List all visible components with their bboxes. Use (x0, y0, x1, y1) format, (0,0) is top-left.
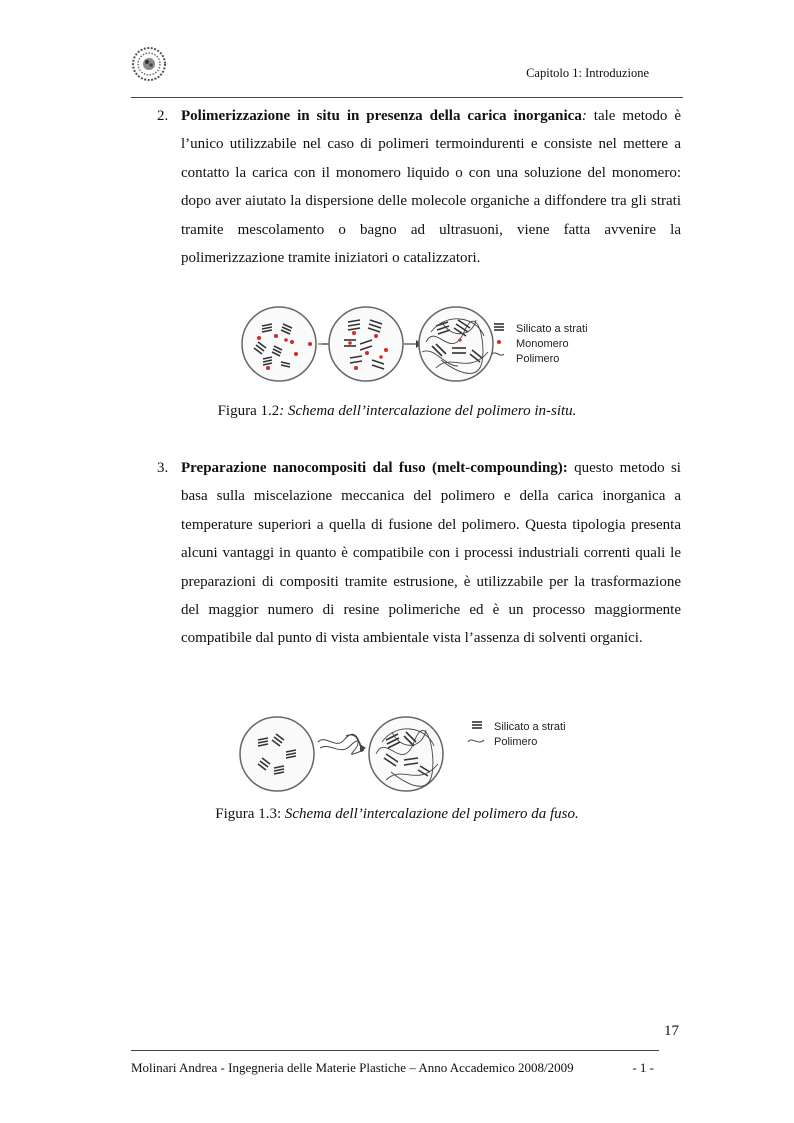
figure-1-3-caption (0, 806, 794, 823)
list-item-2 (157, 102, 681, 272)
running-head: Capitolo 1: Introduzione (526, 66, 649, 80)
legend-silicate: Silicato a strati (494, 721, 566, 733)
figure-1-2-diagram (242, 307, 504, 381)
item-body (181, 102, 681, 272)
silicate-legend-icon (494, 324, 504, 330)
page-number: 17 (664, 1023, 679, 1039)
item-separator: : (581, 108, 587, 124)
polymer-legend-icon (468, 740, 484, 742)
footer-rule (131, 1050, 659, 1051)
item-title: Preparazione nanocompositi dal fuso (melt-compounding): (181, 460, 568, 476)
figure-1-3 (236, 712, 586, 801)
footer-text: Molinari Andrea - Ingegneria delle Materie Plastiche – Anno Accademico 2008/2009 (131, 1060, 574, 1075)
footer-page-number: - 1 - (632, 1060, 654, 1075)
figure-caption-text: Schema dell’intercalazione del polimero da fuso. (284, 806, 579, 822)
figure-label: Figura 1.3: (215, 806, 285, 822)
list-item-3 (157, 454, 681, 653)
university-seal-logo (131, 46, 167, 82)
monomer-legend-icon (497, 340, 501, 344)
figure-label-separator: : (279, 403, 285, 419)
item-text: questo metodo si basa sulla miscelazione meccanica del polimero e della carica inorganica a temperature superiori a quella di fusione del polimero. Questa tipologia presenta alcuni vantaggi in quanto è compatibile con i processi industriali correnti quali le preparazioni di compositi tramite estrusione, è utilizzabile per la trasformazione del maggior numero di resine polimeriche ed è un processo maggiormente compatibile dal punto di vista ambientale vista l’assenza di solventi organici. (181, 460, 681, 647)
figure-1-3-diagram (240, 717, 484, 791)
item-number: 3. (157, 460, 169, 476)
legend-monomer: Monomero (516, 338, 569, 350)
legend-polymer: Polimero (516, 353, 560, 365)
legend-polymer: Polimero (494, 736, 538, 748)
figure-1-2-caption (0, 403, 794, 420)
item-title: Polimerizzazione in situ in presenza della carica inorganica (181, 108, 582, 124)
silicate-legend-icon (472, 722, 482, 728)
header-rule (131, 97, 683, 98)
figure-label: Figura 1.2 (217, 403, 280, 419)
item-number: 2. (157, 108, 169, 124)
legend-silicate: Silicato a strati (516, 323, 588, 335)
figure-1-2 (236, 302, 606, 391)
item-text: tale metodo è l’unico utilizzabile nel caso di polimeri termoindurenti e consiste nel mettere a contatto la carica con il monomero liquido o con una soluzione del monomero: dopo aver aiutato la dispersione delle molecole organiche a diffondere tra gli strati tramite mescolamento o bagno ad ultrasuoni, viene fatta avvenire la polimerizzazione tramite iniziatori o catalizzatori. (181, 108, 681, 267)
figure-caption-text: Schema dell’intercalazione del polimero in-situ. (284, 403, 577, 419)
item-body (181, 454, 681, 653)
polymer-legend-icon (492, 353, 504, 355)
